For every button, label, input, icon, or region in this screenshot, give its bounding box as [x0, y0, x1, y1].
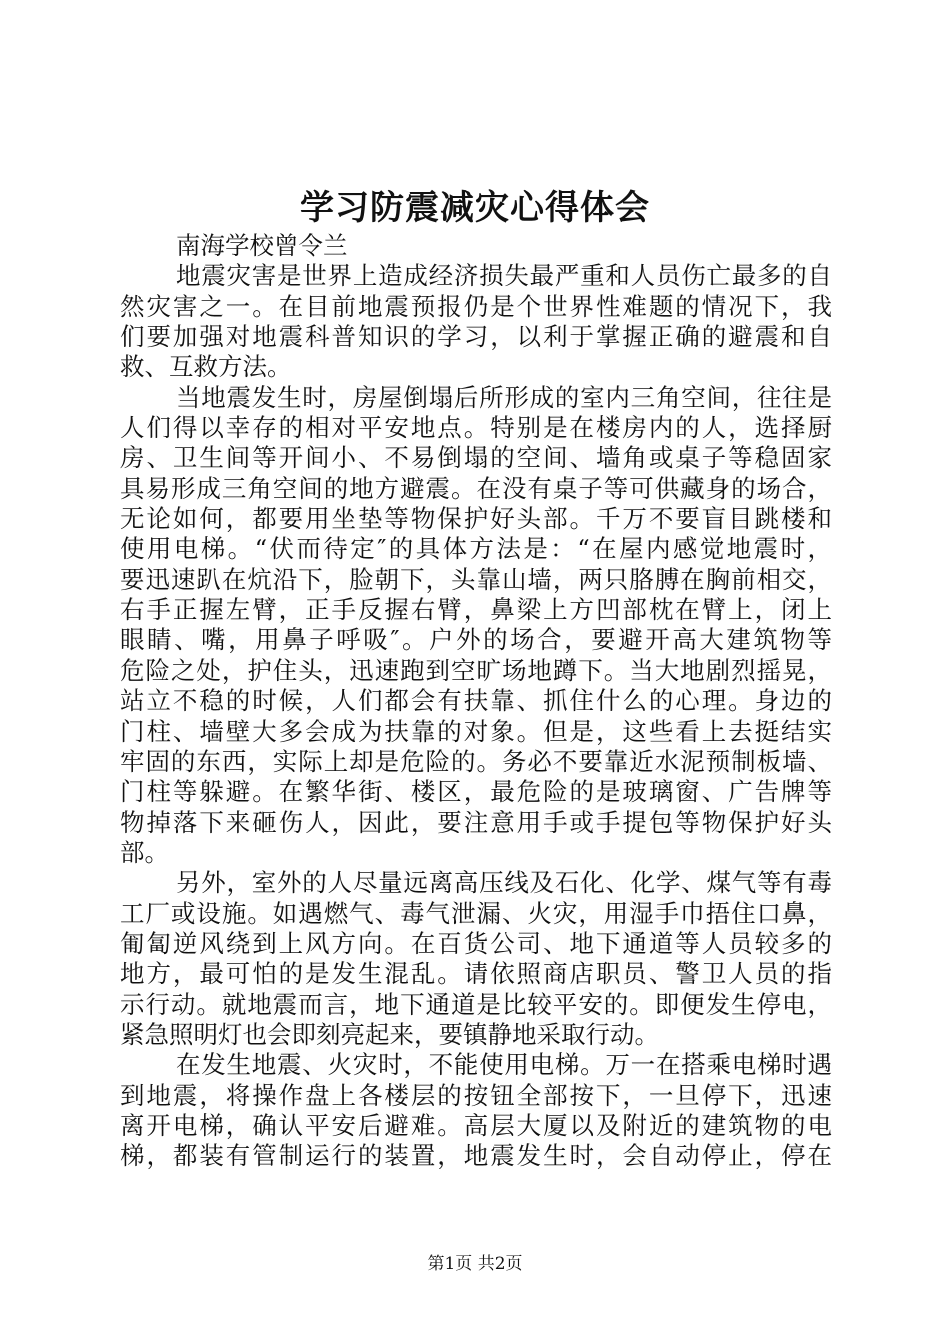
paragraph-line: 紧急照明灯也会即刻亮起来，要镇静地采取行动。	[120, 1019, 659, 1049]
paragraph-line: 牢固的东西，实际上却是危险的。务必不要靠近水泥预制板墙、	[120, 746, 832, 776]
paragraph-list	[120, 261, 832, 1171]
paragraph-line: 救、互救方法。	[120, 352, 292, 382]
paragraph	[120, 1050, 832, 1171]
paragraph-line: 们要加强对地震科普知识的学习，以利于掌握正确的避震和自	[120, 322, 832, 352]
page-footer: 第1页 共2页	[427, 1254, 523, 1274]
paragraph-line: 使用电梯。“伏而待定″的具体方法是：“在屋内感觉地震时，	[120, 534, 832, 564]
paragraph-line: 当地震发生时，房屋倒塌后所形成的室内三角空间，往往是	[176, 382, 832, 412]
paragraph-line: 房、卫生间等开间小、不易倒塌的空间、墙角或桌子等稳固家	[120, 443, 832, 473]
paragraph-line: 地方，最可怕的是发生混乱。请依照商店职员、警卫人员的指	[120, 959, 832, 989]
paragraph	[120, 383, 832, 869]
paragraph-line: 物掉落下来砸伤人，因此，要注意用手或手提包等物保护好头	[120, 807, 832, 837]
document-body	[120, 231, 832, 1172]
paragraph-line: 具易形成三角空间的地方避震。在没有桌子等可供藏身的场合，	[120, 473, 832, 503]
paragraph	[120, 868, 832, 1050]
paragraph-line: 然灾害之一。在目前地震预报仍是个世界性难题的情况下，我	[120, 291, 832, 321]
paragraph-line: 危险之处，护住头，迅速跑到空旷场地蹲下。当大地剧烈摇晃，	[120, 655, 832, 685]
paragraph-line: 站立不稳的时候，人们都会有扶靠、抓住什么的心理。身边的	[120, 686, 832, 716]
paragraph-line: 人们得以幸存的相对平安地点。特别是在楼房内的人，选择厨	[120, 413, 832, 443]
paragraph-line: 工厂或设施。如遇燃气、毒气泄漏、火灾，用湿手巾捂住口鼻，	[120, 898, 832, 928]
paragraph-line: 部。	[120, 837, 169, 867]
paragraph-line: 地震灾害是世界上造成经济损失最严重和人员伤亡最多的自	[176, 261, 832, 291]
paragraph-line: 梯，都装有管制运行的装置，地震发生时，会自动停止，停在	[120, 1141, 832, 1171]
paragraph-line: 要迅速趴在炕沿下，脸朝下，头靠山墙，两只胳膊在胸前相交，	[120, 564, 832, 594]
paragraph-line: 另外，室外的人尽量远离高压线及石化、化学、煤气等有毒	[176, 868, 832, 898]
paragraph	[120, 261, 832, 382]
author-line: 南海学校曾令兰	[176, 231, 348, 260]
paragraph-line: 眼睛、嘴，用鼻子呼吸″。户外的场合，要避开高大建筑物等	[120, 625, 832, 655]
paragraph-line: 右手正握左臂，正手反握右臂，鼻梁上方凹部枕在臂上，闭上	[120, 595, 832, 625]
paragraph-line: 到地震，将操作盘上各楼层的按钮全部按下，一旦停下，迅速	[120, 1080, 832, 1110]
paragraph-line: 门柱等躲避。在繁华街、楼区，最危险的是玻璃窗、广告牌等	[120, 777, 832, 807]
paragraph-line: 示行动。就地震而言，地下通道是比较平安的。即便发生停电，	[120, 989, 832, 1019]
paragraph-line: 门柱、墙壁大多会成为扶靠的对象。但是，这些看上去挺结实	[120, 716, 832, 746]
paragraph-line: 无论如何，都要用坐垫等物保护好头部。千万不要盲目跳楼和	[120, 504, 832, 534]
document-title: 学习防震减灾心得体会	[300, 188, 650, 228]
paragraph-line: 在发生地震、火灾时，不能使用电梯。万一在搭乘电梯时遇	[176, 1050, 832, 1080]
paragraph-line: 离开电梯，确认平安后避难。高层大厦以及附近的建筑物的电	[120, 1110, 832, 1140]
paragraph-line: 匍匐逆风绕到上风方向。在百货公司、地下通道等人员较多的	[120, 928, 832, 958]
